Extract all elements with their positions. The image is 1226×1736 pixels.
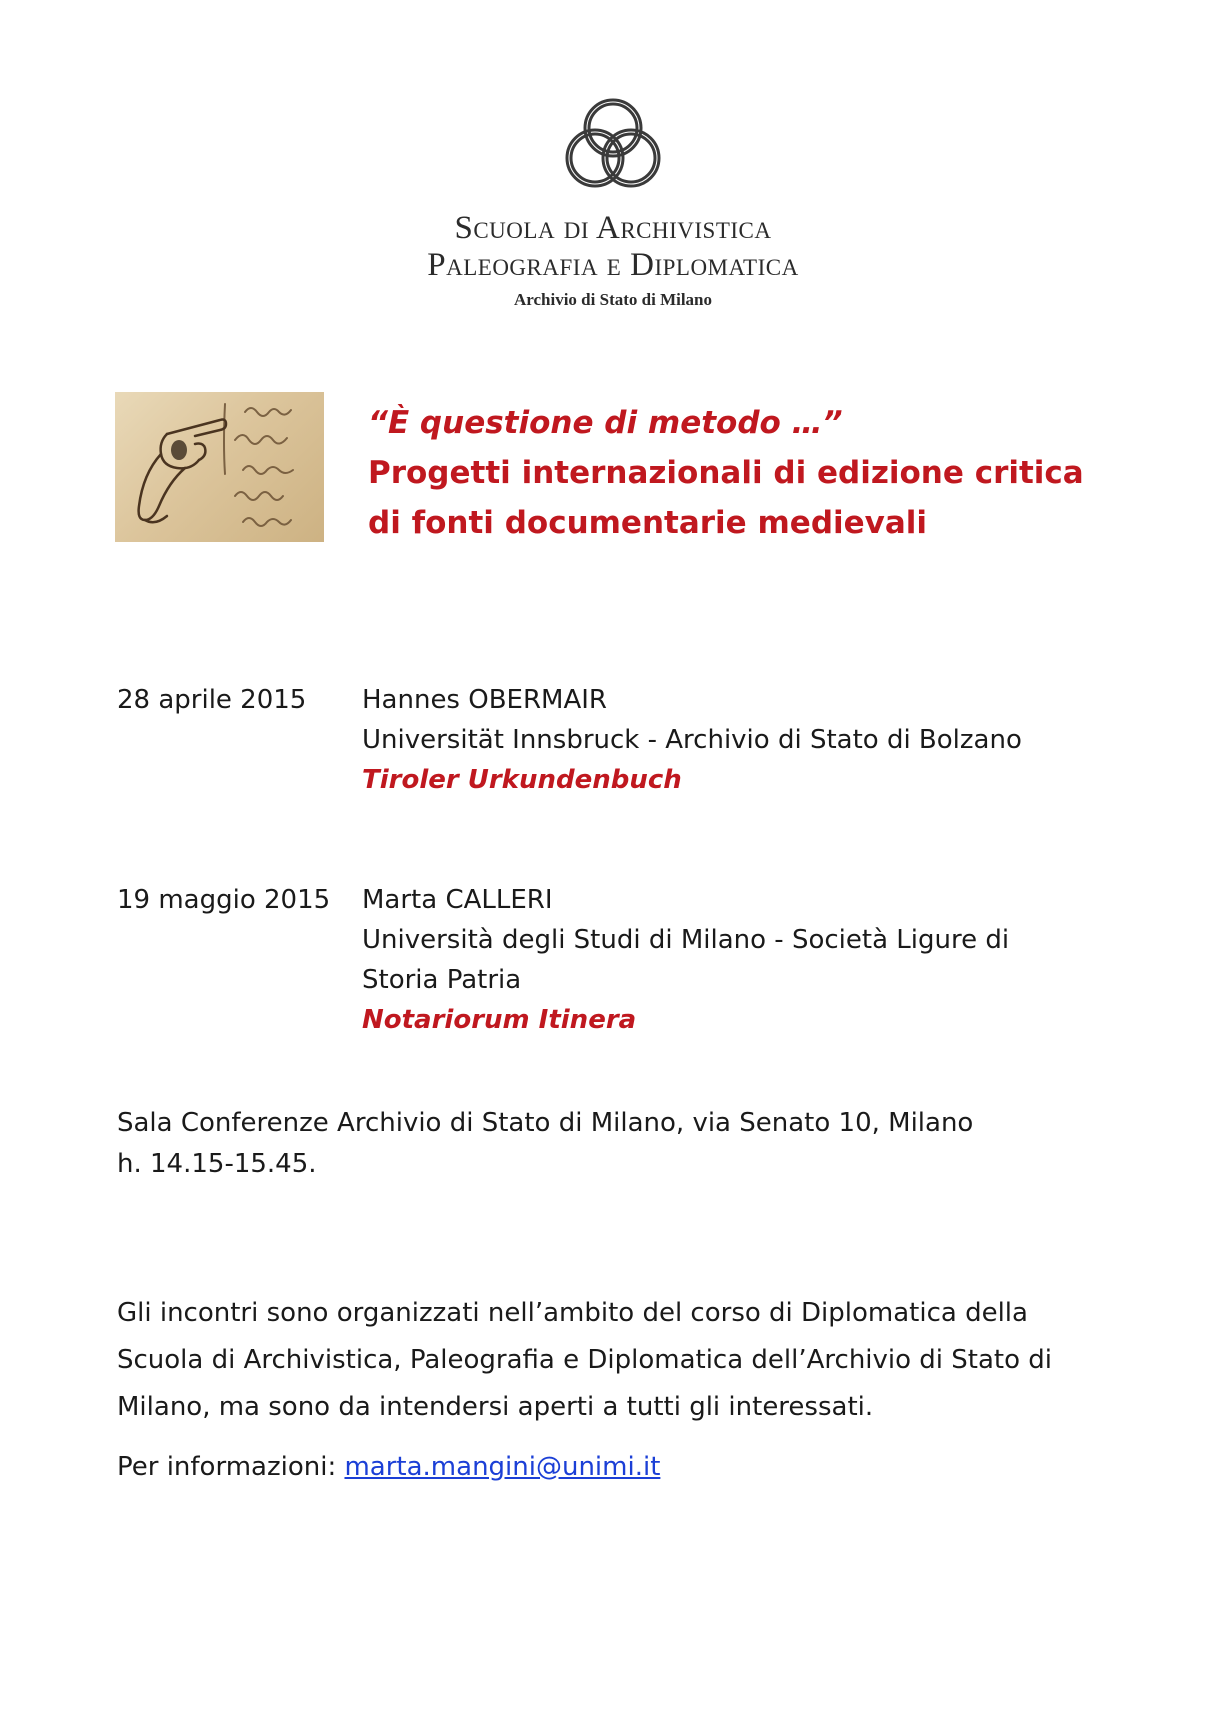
notice-paragraph xyxy=(117,1290,1052,1431)
title-line-1: Progetti internazionali di edizione critica xyxy=(368,455,1084,491)
contact-email-link[interactable]: marta.mangini@unimi.it xyxy=(344,1452,661,1482)
event-title xyxy=(368,398,1084,548)
school-name-line-2: Paleografia e Diplomatica xyxy=(427,247,799,283)
school-logo xyxy=(0,92,1226,309)
title-quote: “È questione di metodo …” xyxy=(368,405,843,441)
speaker-name: Hannes OBERMAIR xyxy=(362,685,607,715)
notice-line-1: Gli incontri sono organizzati nell’ambito del corso di Diplomatica della xyxy=(117,1298,1028,1328)
venue-place: Sala Conferenze Archivio di Stato di Milano, via Senato 10, Milano xyxy=(117,1108,974,1138)
event-date: 28 aprile 2015 xyxy=(117,685,307,715)
speaker-name: Marta CALLERI xyxy=(362,885,553,915)
speaker-affiliation: Universität Innsbruck - Archivio di Stato di Bolzano xyxy=(362,725,1022,755)
three-interlocking-rings-icon xyxy=(553,92,673,202)
notice-line-3: Milano, ma sono da intendersi aperti a tutti gli interessati. xyxy=(117,1392,874,1422)
contact-info xyxy=(117,1447,660,1487)
speaker-affiliation-line-2: Storia Patria xyxy=(362,965,522,995)
event-details xyxy=(362,680,1022,800)
event-details xyxy=(362,880,1009,1040)
school-name-line-1: Scuola di Archivistica xyxy=(454,210,772,246)
notice-line-2: Scuola di Archivistica, Paleografia e Diplomatica dell’Archivio di Stato di xyxy=(117,1345,1053,1375)
venue-block xyxy=(117,1103,973,1185)
project-name: Notariorum Itinera xyxy=(362,1005,637,1035)
archive-name: Archivio di Stato di Milano xyxy=(513,290,713,309)
venue-time: h. 14.15-15.45. xyxy=(117,1149,317,1179)
event-date: 19 maggio 2015 xyxy=(117,885,331,915)
speaker-affiliation-line-1: Università degli Studi di Milano - Società Ligure di xyxy=(362,925,1010,955)
project-name: Tiroler Urkundenbuch xyxy=(362,765,682,795)
manuscript-image xyxy=(115,392,324,542)
manicule-pointing-hand-icon xyxy=(115,392,324,542)
info-label: Per informazioni: xyxy=(117,1452,337,1482)
title-line-2: di fonti documentarie medievali xyxy=(368,505,928,541)
